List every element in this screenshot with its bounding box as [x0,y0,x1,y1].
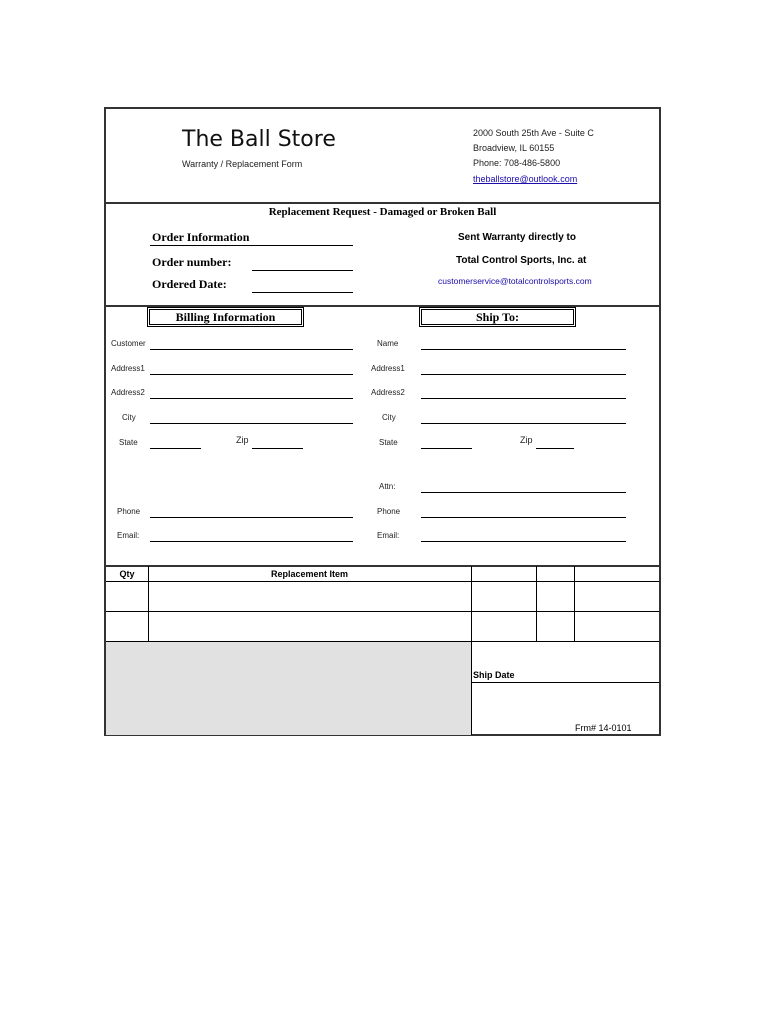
ship-date-label: Ship Date [473,670,515,680]
ship-attn-field[interactable] [421,492,626,493]
billing-state-label: State [119,438,138,447]
ship-address2-field[interactable] [421,398,626,399]
items-top-border [106,565,659,567]
ship-zip-label: Zip [520,435,533,445]
ship-attn-label: Attn: [379,482,396,491]
billing-city-label: City [122,413,136,422]
form-title: Warranty / Replacement Form [182,159,303,169]
ship-phone-field[interactable] [421,517,626,518]
billing-phone-field[interactable] [150,517,353,518]
billing-email-label: Email: [117,531,140,540]
ship-city-field[interactable] [421,423,626,424]
ordered-date-label: Ordered Date: [152,277,227,291]
row1-item-cell[interactable] [149,582,471,611]
warranty-line1: Sent Warranty directly to [458,232,576,243]
billing-phone-label: Phone [117,507,141,516]
billing-city-field[interactable] [150,423,353,424]
ship-name-field[interactable] [421,349,626,350]
items-col-4 [574,566,575,641]
billing-info-box: Billing Information [149,309,302,325]
request-divider [106,305,659,307]
ship-email-field[interactable] [421,541,626,542]
billing-address1-label: Address1 [111,364,145,373]
ship-name-label: Name [377,339,399,348]
ordered-date-field[interactable] [252,292,353,293]
ship-state-field[interactable] [421,448,472,449]
store-name: The Ball Store [182,127,336,152]
store-address-line2: Broadview, IL 60155 [473,143,555,153]
billing-state-field[interactable] [150,448,201,449]
warranty-form [104,107,661,736]
ship-zip-field[interactable] [536,448,574,449]
request-title: Replacement Request - Damaged or Broken Ball [268,206,497,218]
qty-header: Qty [119,569,135,579]
row1-qty-cell[interactable] [106,582,148,611]
form-number: Frm# 14-0101 [575,723,632,733]
order-number-label: Order number: [152,255,232,269]
order-number-field[interactable] [252,270,353,271]
order-info-underline [150,245,353,246]
store-phone: Phone: 708-486-5800 [473,158,561,168]
header-divider [106,202,659,204]
billing-address2-label: Address2 [111,388,145,397]
items-col-3 [536,566,537,641]
ship-state-label: State [379,438,398,447]
ship-address2-label: Address2 [371,388,405,397]
store-email-link[interactable]: theballstore@outlook.com [473,174,578,184]
row2-item-cell[interactable] [149,612,471,641]
notes-shaded-area [106,642,471,735]
billing-zip-label: Zip [236,435,249,445]
warranty-email[interactable]: customerservice@totalcontrolsports.com [438,276,592,286]
billing-address1-field[interactable] [150,374,353,375]
ship-address1-label: Address1 [371,364,405,373]
ship-address1-field[interactable] [421,374,626,375]
billing-customer-field[interactable] [150,349,353,350]
ship-to-box: Ship To: [421,309,574,325]
billing-zip-field[interactable] [252,448,303,449]
order-info-label: Order Information [152,230,250,244]
ship-phone-label: Phone [377,507,401,516]
store-address-line1: 2000 South 25th Ave - Suite C [473,128,594,138]
row2-qty-cell[interactable] [106,612,148,641]
ship-email-label: Email: [377,531,400,540]
billing-address2-field[interactable] [150,398,353,399]
warranty-line2: Total Control Sports, Inc. at [456,255,587,266]
billing-customer-label: Customer [111,339,146,348]
ship-city-label: City [382,413,396,422]
replacement-item-header: Replacement Item [270,569,349,579]
billing-email-field[interactable] [150,541,353,542]
